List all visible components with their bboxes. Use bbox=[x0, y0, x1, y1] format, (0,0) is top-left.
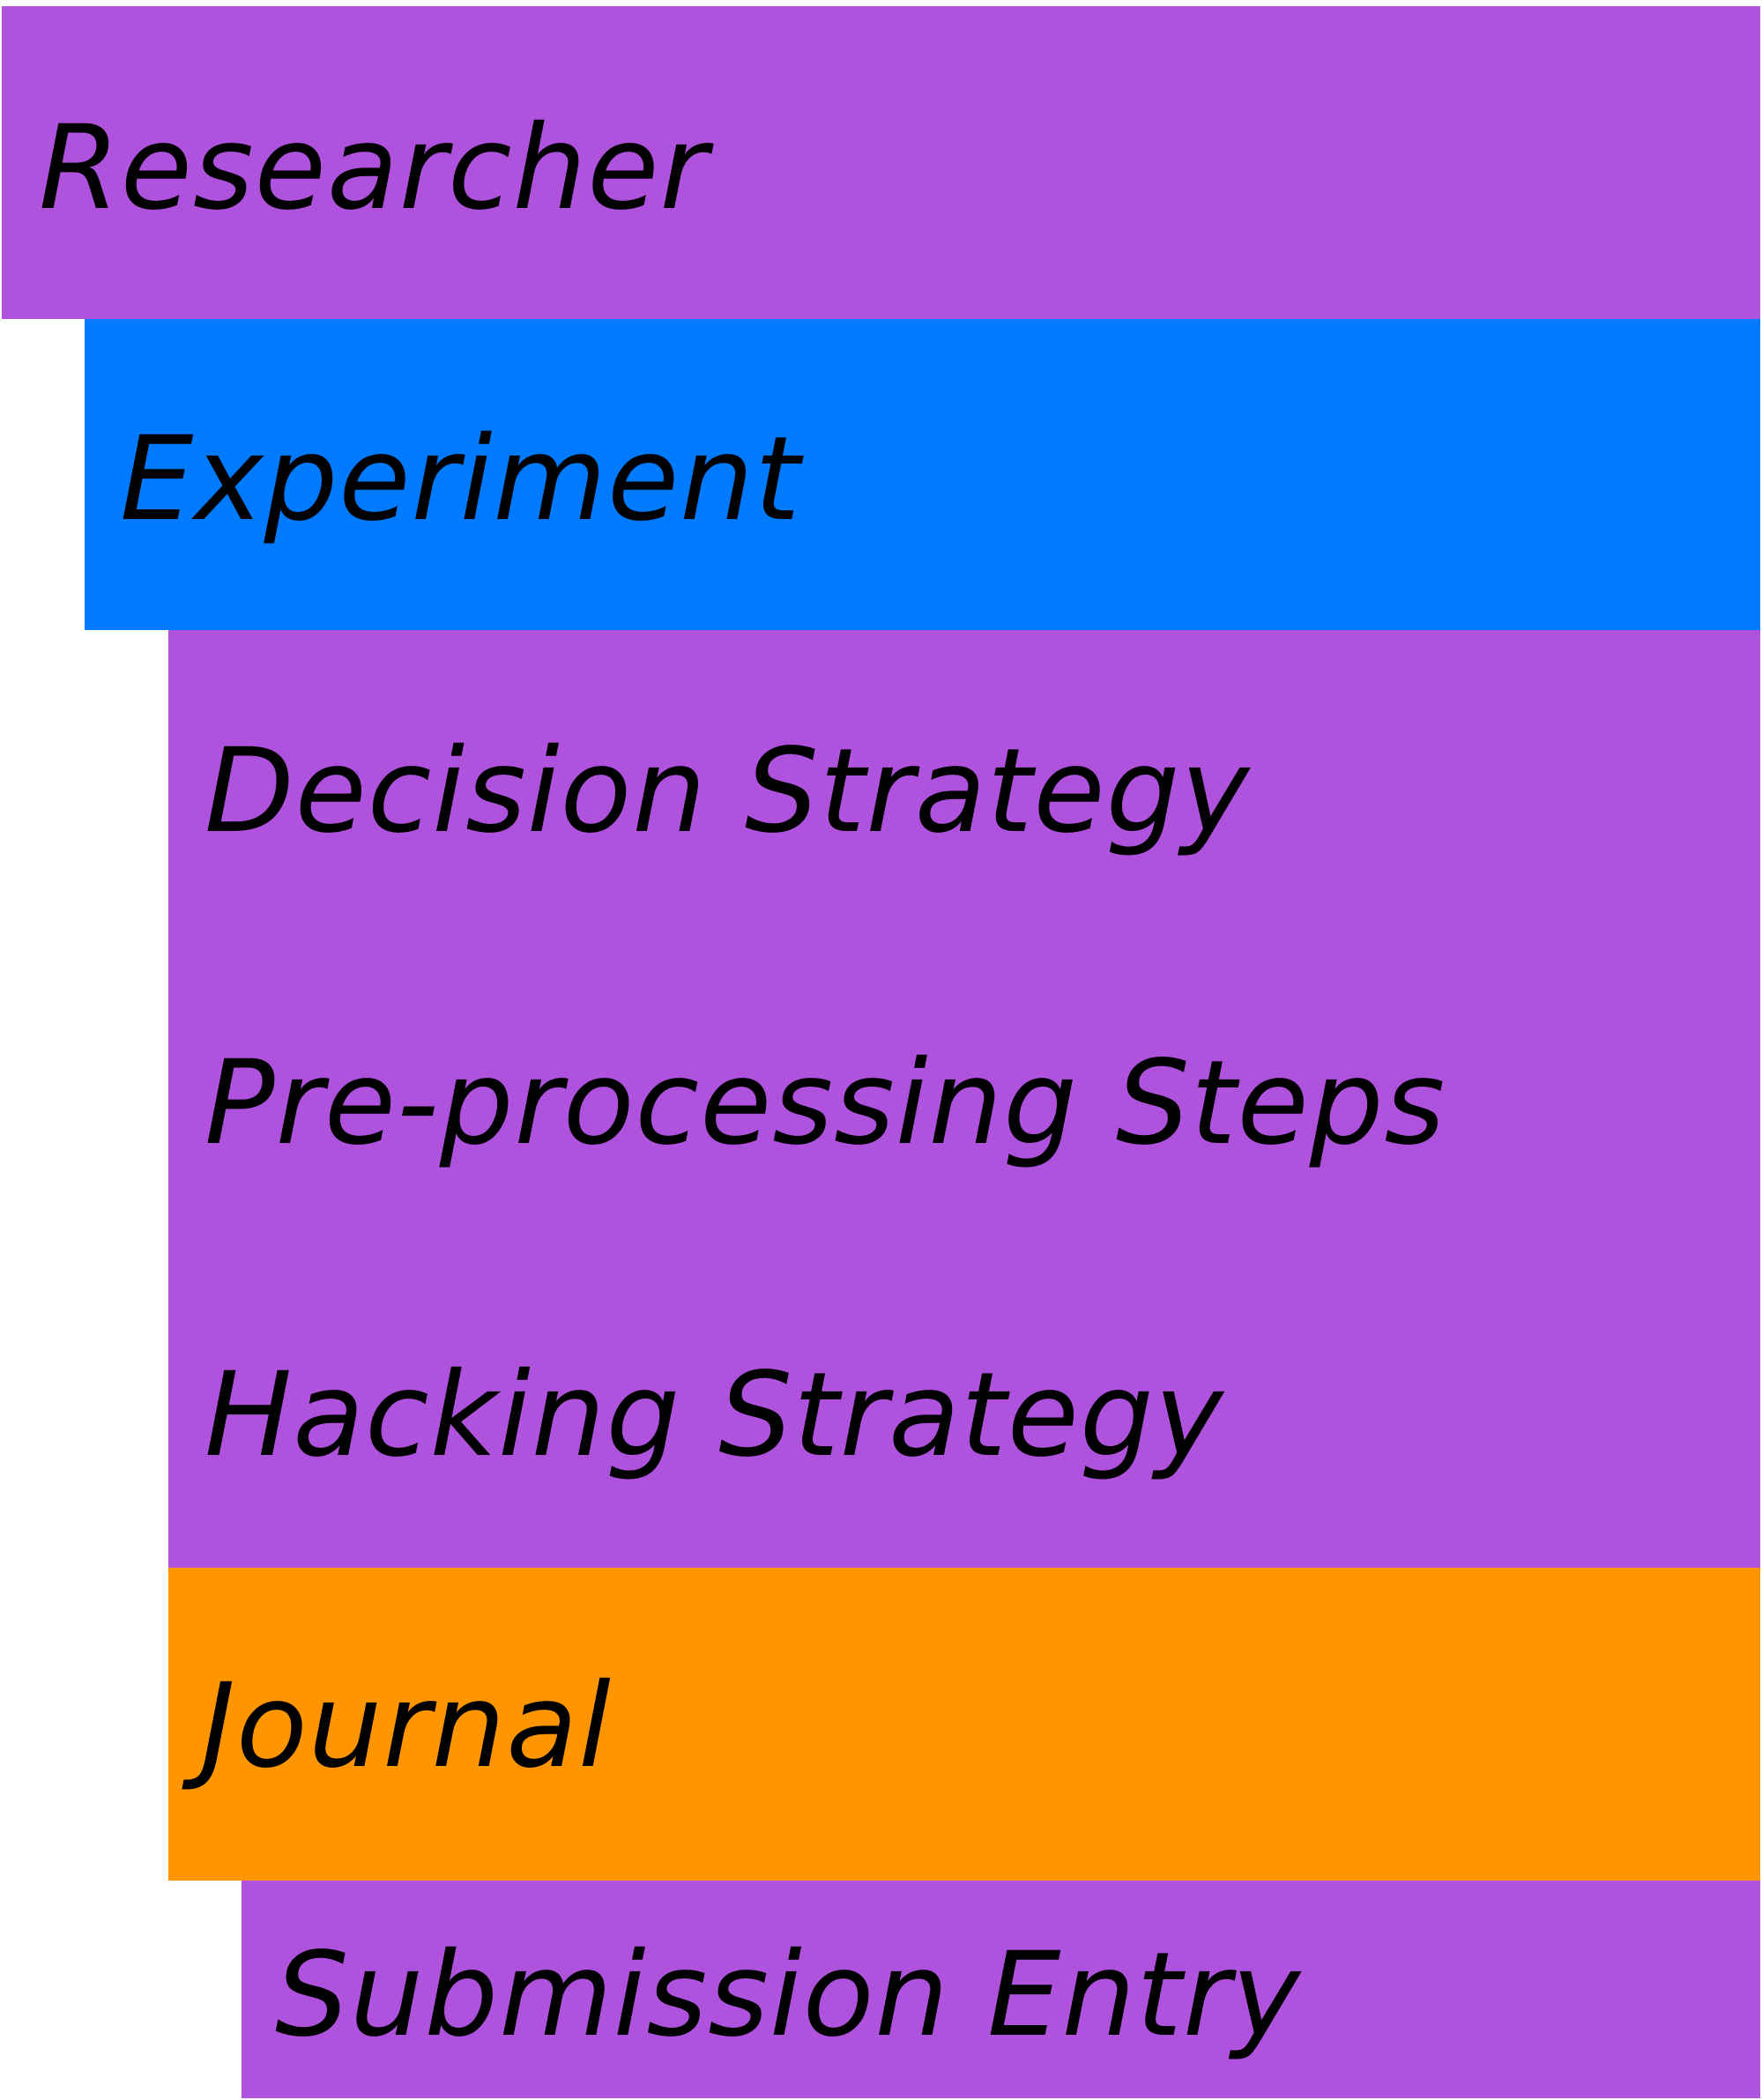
journal-label: Journal bbox=[201, 1658, 612, 1794]
submission-entry-label: Submission Entry bbox=[275, 1927, 1302, 2063]
preprocessing-steps-label: Pre-processing Steps bbox=[204, 1035, 1446, 1171]
decision-strategy-label: Decision Strategy bbox=[204, 723, 1251, 859]
experiment-label: Experiment bbox=[120, 412, 801, 547]
researcher-label: Researcher bbox=[39, 100, 709, 236]
hacking-strategy-label: Hacking Strategy bbox=[204, 1347, 1224, 1483]
